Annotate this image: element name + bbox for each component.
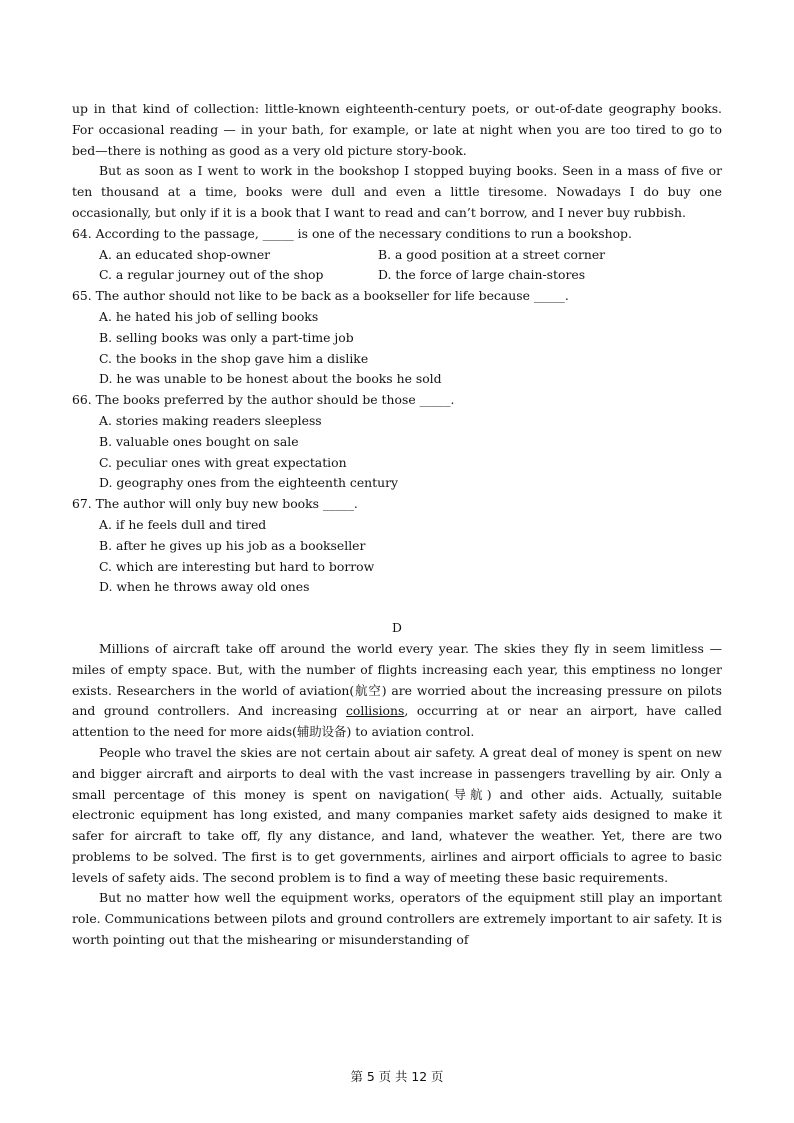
- passage-c-paragraph-continued: up in that kind of collection: little-known eighteenth-century poets, or out-of-date geography books. For occasional reading — in your bath, for example, or late at night when you are too tired to go to bed—there is nothing as good as a very old picture story-book.: [72, 101, 722, 158]
- question-67-option-b: B. after he gives up his job as a bookseller: [99, 537, 366, 553]
- question-67-option-c: C. which are interesting but hard to borrow: [99, 558, 375, 574]
- passage-d-p1-before: Millions of aircraft take off around the world every year. The skies they fly in seem limitless — miles of empty space. But, with the number of flights increasing each year, this emptiness no longer exists. Researchers in the world of aviation(航空) are worried about the increasing pressure on pilots and ground controllers. And increasing: [72, 640, 722, 719]
- question-65-option-c: C. the books in the shop gave him a dislike: [99, 350, 369, 366]
- question-65-stem: 65. The author should not like to be back as a bookseller for life because _____.: [72, 288, 569, 304]
- question-65-option-a: A. he hated his job of selling books: [99, 308, 319, 324]
- passage-d-p1-after: , occurring at or near an airport, have called attention to the need for more aids(辅助设备) to aviation control.: [72, 703, 722, 740]
- passage-d-paragraph-3: But no matter how well the equipment works, operators of the equipment still play an important role. Communications between pilots and ground controllers are extremely important to air safety. It is worth pointing out that the mishearing or misunderstanding of: [72, 890, 722, 948]
- underlined-word-collisions: collisions: [345, 703, 405, 719]
- question-65-option-b: B. selling books was only a part-time job: [99, 329, 354, 345]
- question-64-stem: 64. According to the passage, _____ is one of the necessary conditions to run a bookshop.: [72, 225, 632, 241]
- question-64-option-c: C. a regular journey out of the shop: [99, 267, 324, 283]
- question-66-option-d: D. geography ones from the eighteenth century: [99, 475, 399, 491]
- question-66-option-a: A. stories making readers sleepless: [99, 412, 322, 428]
- passage-d-paragraph-1: [72, 639, 722, 743]
- question-66-stem: 66. The books preferred by the author should be those _____.: [72, 392, 455, 408]
- page-content: [72, 99, 722, 951]
- question-65-option-d: D. he was unable to be honest about the books he sold: [99, 371, 442, 387]
- page-footer: 第 5 页 共 12 页: [350, 1069, 444, 1084]
- question-67-stem: 67. The author will only buy new books _____.: [72, 496, 358, 512]
- passage-d-paragraph-2: People who travel the skies are not certain about air safety. A great deal of money is spent on new and bigger aircraft and airports to deal with the vast increase in passengers travelling by air. Only a small percentage of this money is spent on navigation(导航) and other aids. Actually, suitable electronic equipment has long existed, and many companies market safety aids designed to make it safer for aircraft to take off, fly any distance, and land, whatever the weather. Yet, there are two problems to be solved. The first is to get governments, airlines and airport officials to agree to basic levels of safety aids. The second problem is to find a way of meeting these basic requirements.: [72, 744, 722, 885]
- question-64-option-d: D. the force of large chain-stores: [378, 267, 586, 283]
- question-66-option-b: B. valuable ones bought on sale: [99, 433, 299, 449]
- question-67-option-a: A. if he feels dull and tired: [99, 516, 267, 532]
- question-64-option-a: A. an educated shop-owner: [99, 246, 271, 262]
- passage-c-paragraph-last: But as soon as I went to work in the bookshop I stopped buying books. Seen in a mass of five or ten thousand at a time, books were dull and even a little tiresome. Nowadays I do buy one occasionally, but only if it is a book that I want to read and can’t borrow, and I never buy rubbish.: [72, 163, 722, 220]
- question-64-options-row-2: [99, 265, 722, 286]
- question-67-option-d: D. when he throws away old ones: [99, 579, 310, 595]
- question-66-option-c: C. peculiar ones with great expectation: [99, 454, 347, 470]
- question-64-options-row-1: [99, 245, 722, 266]
- question-64-option-b: B. a good position at a street corner: [378, 246, 606, 262]
- passage-d-heading: D: [392, 620, 402, 636]
